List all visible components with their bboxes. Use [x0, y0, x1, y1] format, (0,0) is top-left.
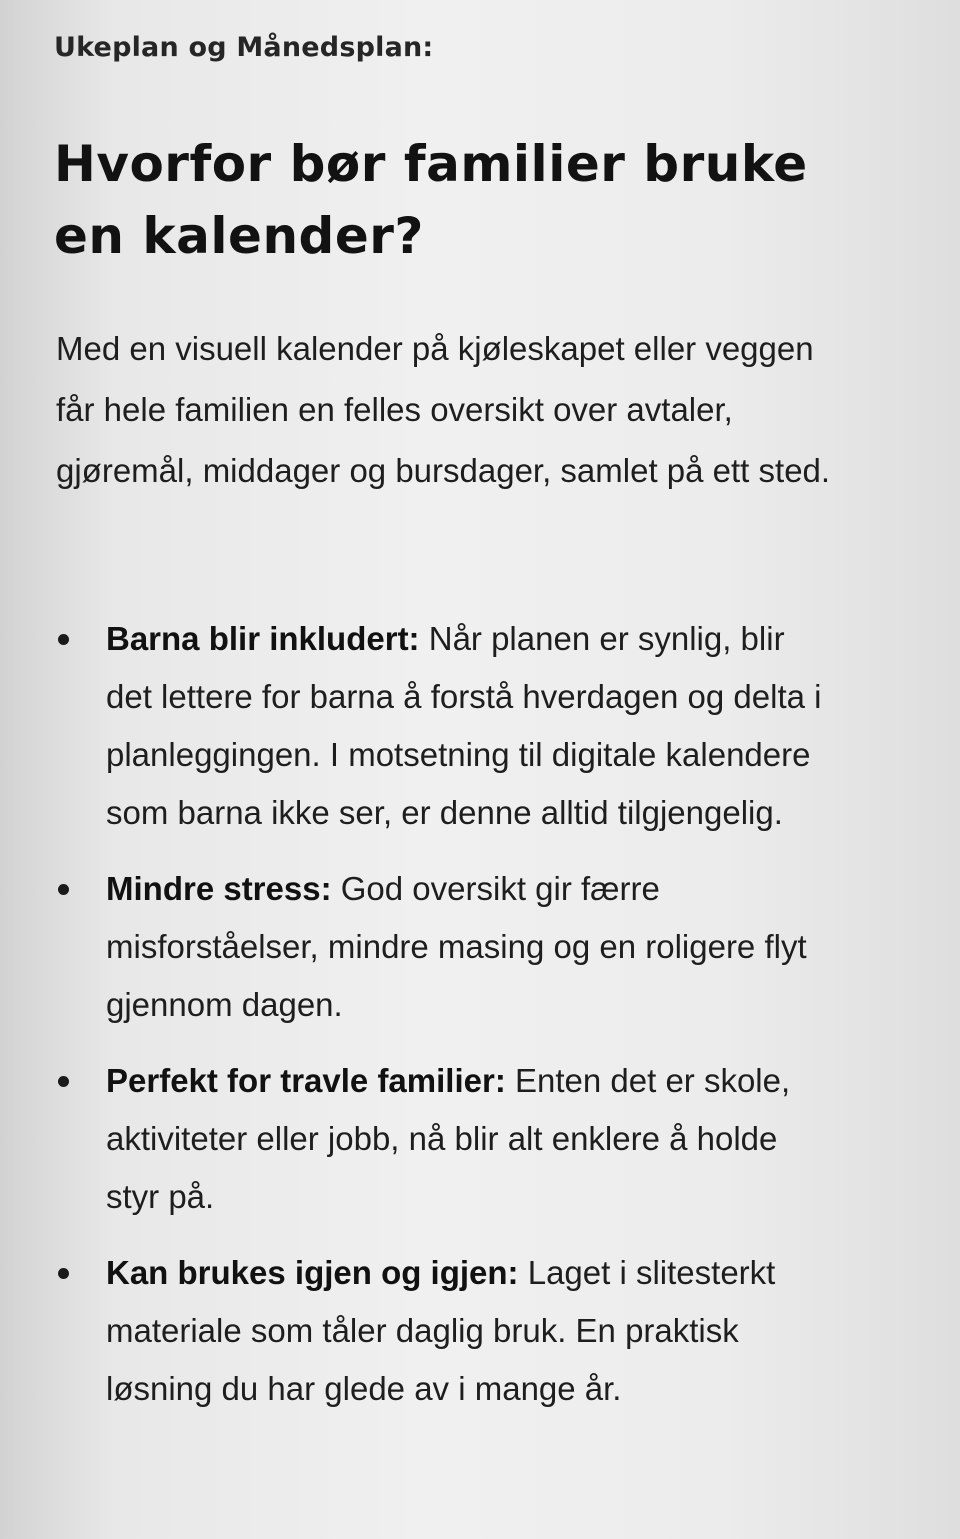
benefit-title: Kan brukes igjen og igjen:	[106, 1254, 519, 1291]
section-label: Ukeplan og Månedsplan:	[54, 32, 434, 63]
list-item	[0, 860, 826, 1034]
benefit-title: Barna blir inkludert:	[106, 620, 420, 657]
list-item	[0, 1052, 826, 1226]
list-item	[0, 610, 826, 842]
benefit-text: Når planen er synlig, blir det lettere for barna å forstå hverdagen og delta i planleggingen. I motsetning til digitale kalendere som barna ikke ser, er denne alltid tilgjengelig.	[106, 620, 822, 831]
list-item	[0, 1244, 826, 1418]
bullet-icon	[58, 634, 69, 645]
bullet-icon	[58, 884, 69, 895]
benefit-text: God oversikt gir færre misforståelser, mindre masing og en roligere flyt gjennom dagen.	[106, 870, 807, 1023]
benefits-list	[0, 610, 960, 1436]
benefit-text: Enten det er skole, aktiviteter eller jobb, nå blir alt enklere å holde styr på.	[106, 1062, 791, 1215]
bullet-icon	[58, 1076, 69, 1087]
intro-paragraph: Med en visuell kalender på kjøleskapet eller veggen får hele familien en felles oversikt over avtaler, gjøremål, middager og bursdager, samlet på ett sted.	[56, 330, 831, 489]
page-title: Hvorfor bør familier bruke en kalender?	[54, 135, 808, 265]
benefit-text: Laget i slitesterkt materiale som tåler daglig bruk. En praktisk løsning du har glede av i mange år.	[106, 1254, 776, 1407]
benefit-title: Perfekt for travle familier:	[106, 1062, 506, 1099]
bullet-icon	[58, 1268, 69, 1279]
benefit-title: Mindre stress:	[106, 870, 332, 907]
